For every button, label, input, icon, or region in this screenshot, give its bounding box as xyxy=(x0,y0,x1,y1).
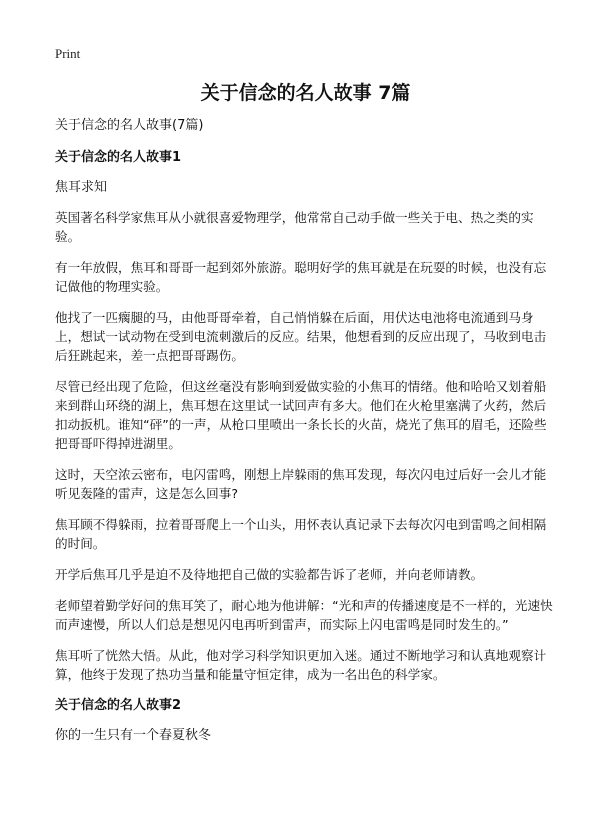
paragraph: 这时，天空浓云密布，电闪雷鸣，刚想上岸躲雨的焦耳发现，每次闪电过后好一会儿才能听见轰隆的雷声，这是怎么回事? xyxy=(55,467,547,501)
paragraph: 老师望着勤学好问的焦耳笑了，耐心地为他讲解：“光和声的传播速度是不一样的，光速快而声速慢，所以人们总是想见闪电再听到雷声，而实际上闪电雷鸣是同时发生的。” xyxy=(55,598,553,632)
page-title: 关于信念的名人故事 7篇 xyxy=(200,82,411,104)
section-heading-2: 关于信念的名人故事2 xyxy=(55,698,182,713)
paragraph: 英国著名科学家焦耳从小就很喜爱物理学，他常常自己动手做一些关于电、热之类的实验。 xyxy=(55,210,534,244)
section-heading-1: 关于信念的名人故事1 xyxy=(55,150,182,165)
paragraph: 焦耳顾不得躲雨，拉着哥哥爬上一个山头，用怀表认真记录下去每次闪电到雷鸣之间相隔的时间。 xyxy=(55,517,547,551)
paragraph: 他找了一匹瘸腿的马，由他哥哥牵着，自己悄悄躲在后面，用伏达电池将电流通到马身上，想试一试动物在受到电流刺激后的反应。结果，他想看到的反应出现了，马收到电击后狂跳起来，差一点把哥哥踢伤。 xyxy=(55,310,547,363)
paragraph: 开学后焦耳几乎是迫不及待地把自己做的实验都告诉了老师，并向老师请教。 xyxy=(55,567,484,582)
story-title-2: 你的一生只有一个春夏秋冬 xyxy=(55,728,212,743)
story-section-2 xyxy=(55,696,556,746)
paragraph: 有一年放假，焦耳和哥哥一起到郊外旅游。聪明好学的焦耳就是在玩耍的时候，也没有忘记做他的物理实验。 xyxy=(55,260,547,294)
paragraph: 尽管已经出现了危险，但这丝毫没有影响到爱做实验的小焦耳的情绪。他和哈哈又划着船来到群山环绕的湖上，焦耳想在这里试一试回声有多大。他们在火枪里塞满了火药，然后扣动扳机。谁知“砰”的一声，从枪口里喷出一条长长的火苗，烧光了焦耳的眉毛，还险些把哥哥吓得掉进湖里。 xyxy=(55,379,547,451)
document-subtitle: 关于信念的名人故事(7篇) xyxy=(55,118,204,133)
print-link[interactable]: Print xyxy=(55,46,81,61)
paragraph: 焦耳听了恍然大悟。从此，他对学习科学知识更加入迷。通过不断地学习和认真地观察计算，他终于发现了热功当量和能量守恒定律，成为一名出色的科学家。 xyxy=(55,648,547,682)
story-title-1: 焦耳求知 xyxy=(55,180,108,195)
story-section-1 xyxy=(55,148,556,684)
